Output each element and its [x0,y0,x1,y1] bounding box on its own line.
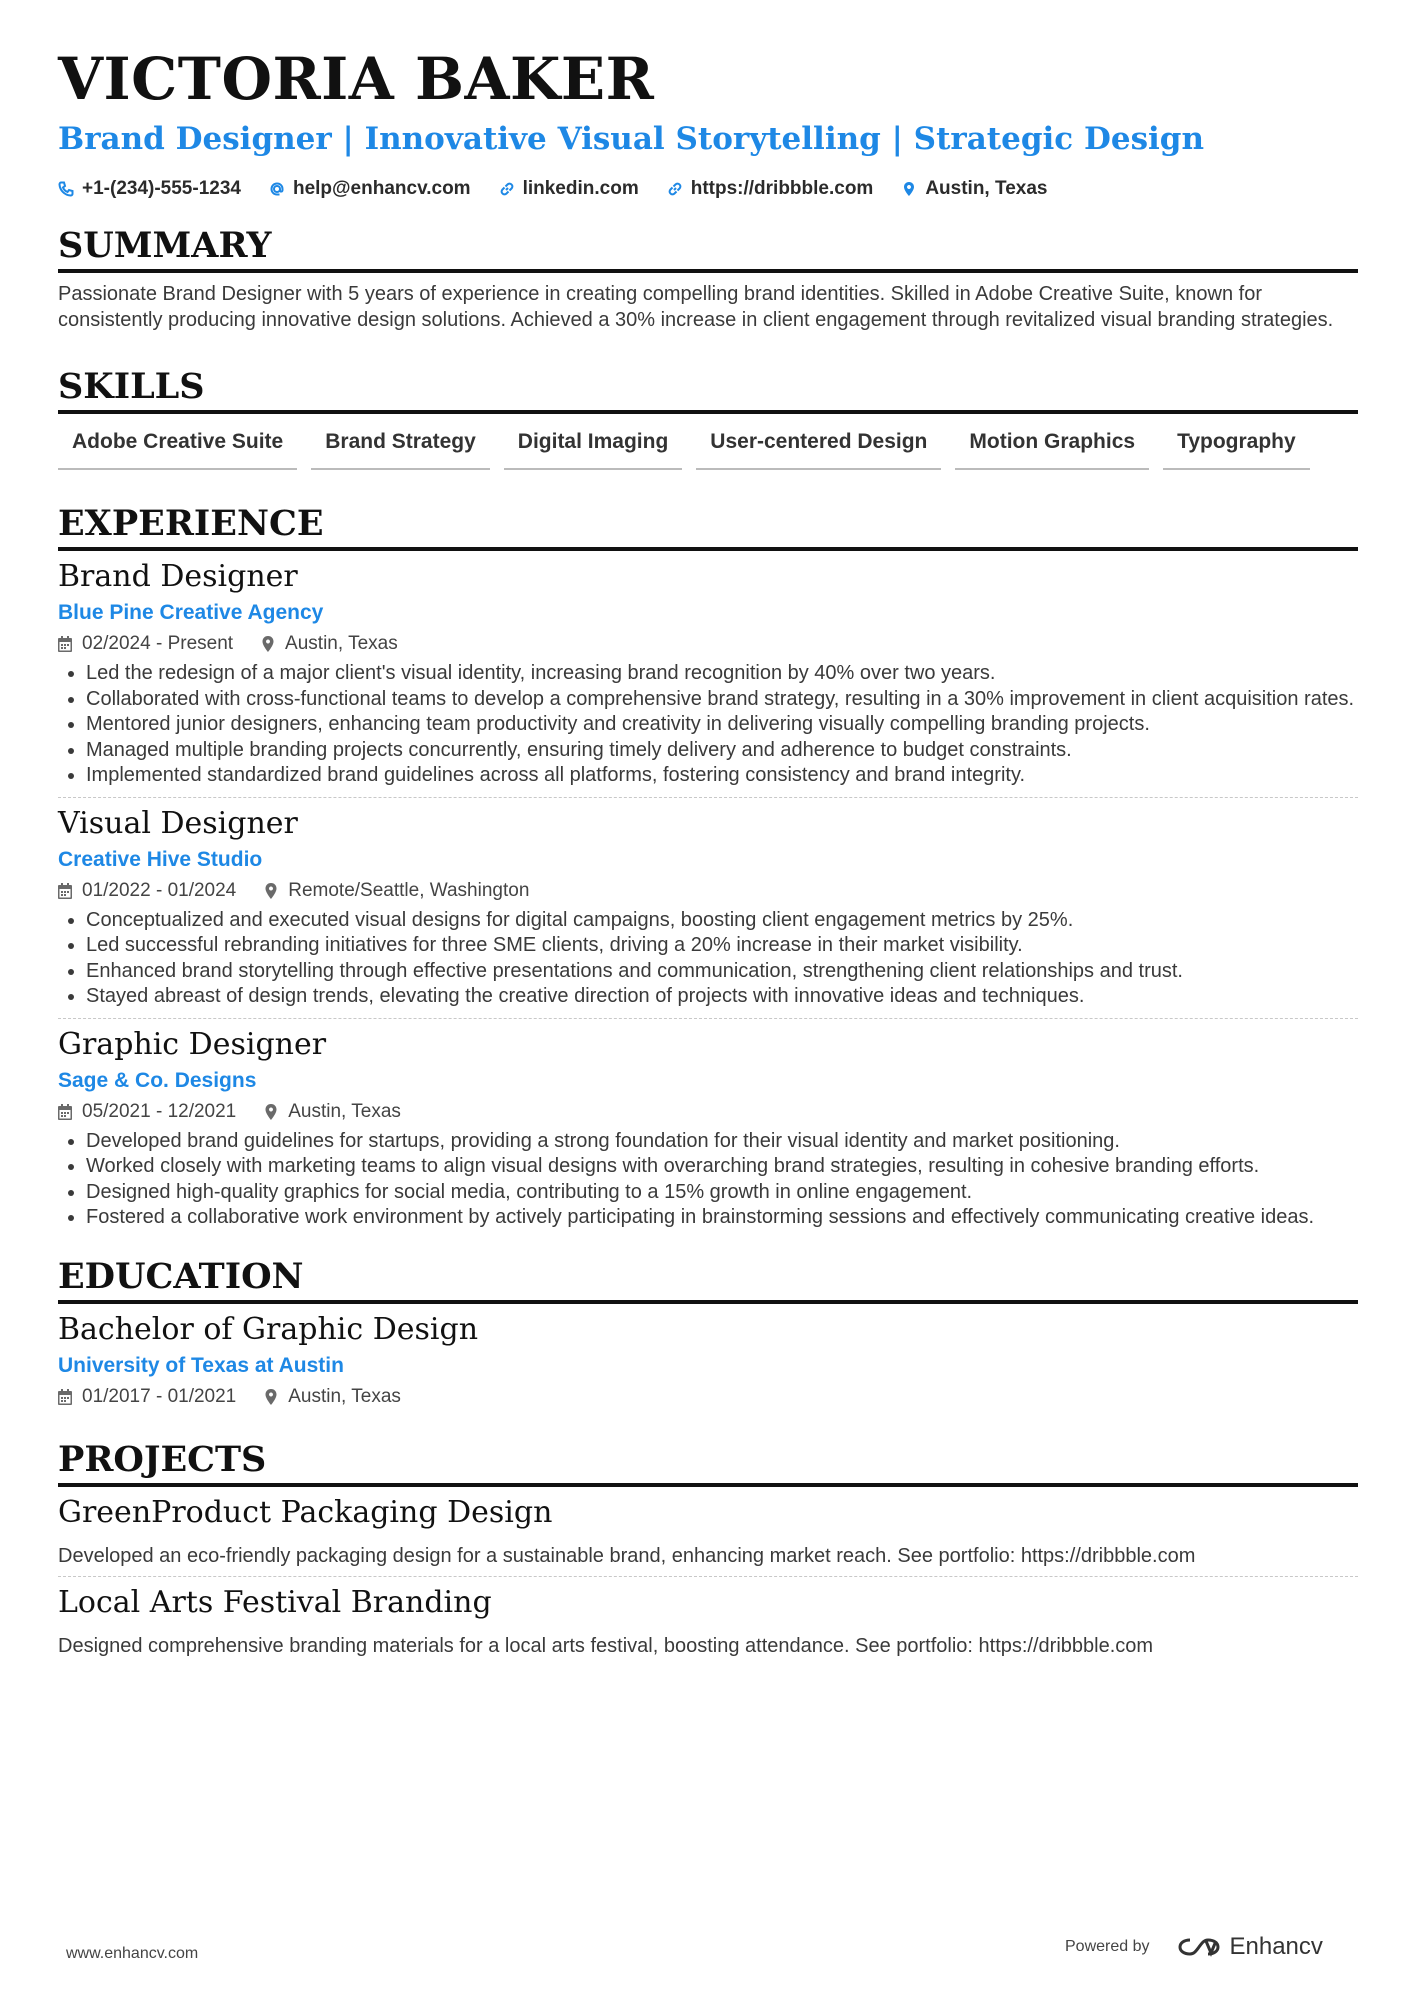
job-dates: 01/2022 - 01/2024 [82,879,237,901]
job-meta [58,1101,1358,1123]
project-title: Local Arts Festival Branding [58,1584,492,1620]
company-name: Blue Pine Creative Agency [58,601,324,625]
contact-linkedin-text: linkedin.com [522,178,639,200]
candidate-tagline: Brand Designer | Innovative Visual Storytelling | Strategic Design [58,121,1205,157]
list-item: • Enhanced brand storytelling through effective presentations and communication, strengthening client relationships and trust. [86,959,1358,985]
experience-entry [58,1019,1358,1239]
list-item: • Led successful rebranding initiatives for three SME clients, driving a 20% increase in their market visibility. [86,933,1358,959]
job-title: Brand Designer [58,559,298,595]
skills-list [58,430,1358,470]
contact-email[interactable] [269,178,471,200]
list-item: • Managed multiple branding projects concurrently, ensuring timely delivery and adherence to budget constraints. [86,738,1358,764]
experience-entry [58,551,1358,798]
link-icon [667,181,683,197]
company-name: Sage & Co. Designs [58,1068,257,1092]
experience-section [58,503,1358,1239]
job-bullets [58,908,1358,1010]
skill-tag: Brand Strategy [311,430,490,470]
company-name: Creative Hive Studio [58,847,263,871]
project-entry [58,1577,1358,1666]
contact-location [901,178,1047,200]
enhancv-logo-icon [1176,1935,1222,1959]
job-location: Austin, Texas [285,633,398,655]
skills-heading: SKILLS [58,369,1358,414]
education-section [58,1255,1358,1416]
footer-website[interactable]: www.enhancv.com [66,1945,199,1962]
skills-section [58,366,1358,470]
powered-by-label: Powered by [1065,1938,1150,1955]
job-location: Austin, Texas [288,1100,401,1122]
summary-section [58,225,1358,333]
job-title: Graphic Designer [58,1026,327,1062]
list-item: • Conceptualized and executed visual designs for digital campaigns, boosting client engagement metrics by 25%. [86,908,1358,934]
list-item: • Designed high-quality graphics for social media, contributing to a 15% growth in online engagement. [86,1180,1358,1206]
skill-tag: Typography [1163,430,1310,470]
job-bullets [58,1129,1358,1231]
list-item: • Implemented standardized brand guidelines across all platforms, fostering consistency and brand integrity. [86,763,1358,789]
projects-section [58,1438,1358,1666]
job-dates: 02/2024 - Present [82,633,234,655]
job-meta [58,880,1358,902]
contact-location-text: Austin, Texas [925,178,1048,200]
degree-title: Bachelor of Graphic Design [58,1311,479,1347]
enhancv-logo[interactable] [1176,1933,1323,1961]
skill-tag: User-centered Design [696,430,941,470]
contact-bar [58,178,1358,200]
location-pin-icon [261,636,275,652]
education-dates: 01/2017 - 01/2021 [82,1385,237,1407]
link-icon [499,181,515,197]
experience-entry [58,798,1358,1019]
contact-linkedin[interactable] [499,178,639,200]
experience-heading: EXPERIENCE [58,506,1358,551]
phone-icon [58,181,74,197]
skill-tag: Motion Graphics [955,430,1149,470]
calendar-icon [58,883,72,899]
footer-branding [1065,1933,1323,1961]
education-location: Austin, Texas [288,1385,401,1407]
list-item: • Collaborated with cross-functional teams to develop a comprehensive brand strategy, resulting in a 30% improvement in client acquisition rates. [86,687,1358,713]
project-description: Developed an eco-friendly packaging design for a sustainable brand, enhancing market reach. See portfolio: https://dribbble.com [58,1544,1196,1567]
list-item: • Developed brand guidelines for startups, providing a strong foundation for their visual identity and market positioning. [86,1129,1358,1155]
at-icon [269,181,285,197]
summary-heading: SUMMARY [58,228,1358,273]
skill-tag: Adobe Creative Suite [58,430,297,470]
location-pin-icon [901,181,917,197]
enhancv-logo-text: Enhancv [1229,1933,1323,1960]
education-heading: EDUCATION [58,1259,1358,1304]
candidate-name: VICTORIA BAKER [58,45,655,113]
resume-page [58,45,1358,1666]
job-bullets [58,661,1358,789]
projects-heading: PROJECTS [58,1442,1358,1487]
contact-portfolio-text: https://dribbble.com [690,178,874,200]
list-item: • Led the redesign of a major client's visual identity, increasing brand recognition by 40% over two years. [86,661,1358,687]
contact-portfolio[interactable] [667,178,874,200]
contact-email-text: help@enhancv.com [292,178,471,200]
list-item: • Worked closely with marketing teams to align visual designs with overarching brand strategies, resulting in cohesive branding efforts. [86,1154,1358,1180]
job-dates: 05/2021 - 12/2021 [82,1100,237,1122]
calendar-icon [58,636,72,652]
list-item: • Stayed abreast of design trends, elevating the creative direction of projects with innovative ideas and techniques. [86,984,1358,1010]
location-pin-icon [264,1104,278,1120]
contact-phone-text: +1-(234)-555-1234 [82,178,241,200]
project-description: Designed comprehensive branding materials for a local arts festival, boosting attendance. See portfolio: https://dribbble.com [58,1634,1154,1657]
school-name: University of Texas at Austin [58,1353,344,1377]
project-title: GreenProduct Packaging Design [58,1494,553,1530]
project-entry [58,1487,1358,1577]
location-pin-icon [264,1389,278,1405]
skill-tag: Digital Imaging [504,430,683,470]
calendar-icon [58,1389,72,1405]
contact-phone[interactable] [58,178,241,200]
calendar-icon [58,1104,72,1120]
list-item: • Fostered a collaborative work environment by actively participating in brainstorming sessions and effectively communicating creative ideas. [86,1205,1358,1231]
job-title: Visual Designer [58,805,298,841]
job-meta [58,633,1358,655]
summary-text: Passionate Brand Designer with 5 years of experience in creating compelling brand identities. Skilled in Adobe Creative Suite, known for consistently producing innovative design solutions. Achieved a 30% increase in client engagement through revitalized visual branding strategies. [58,283,1334,332]
job-location: Remote/Seattle, Washington [288,879,530,901]
education-meta [58,1386,1358,1408]
list-item: • Mentored junior designers, enhancing team productivity and creativity in delivering visually compelling branding projects. [86,712,1358,738]
education-entry [58,1304,1358,1416]
location-pin-icon [264,883,278,899]
